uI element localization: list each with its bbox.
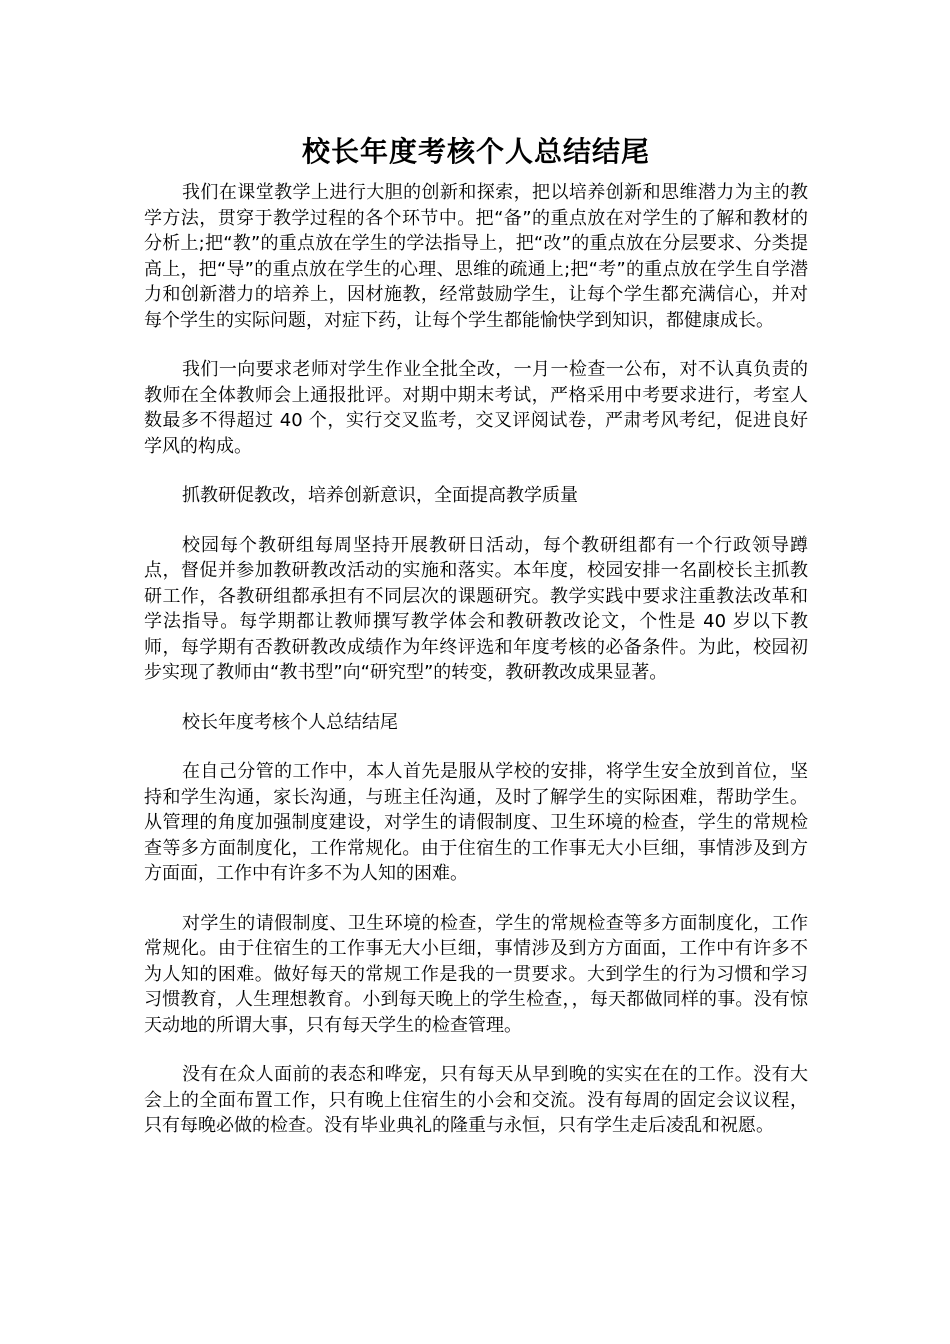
section-heading-summary: 校长年度考核个人总结结尾 bbox=[182, 711, 398, 733]
paragraph-conclusion: 没有在众人面前的表态和哗宠，只有每天从早到晚的实实在在的工作。没有大会上的全面布置工作，只有晚上住宿生的小会和交流。没有每周的固定会议议程，只有每晚必做的检查。没有毕业典礼的隆重与永恒，只有学生走后凌乱和祝愿。 bbox=[144, 1064, 808, 1136]
document-page bbox=[144, 130, 808, 1163]
document-title: 校长年度考核个人总结结尾 bbox=[301, 135, 650, 168]
section-heading-teaching-research: 抓教研促教改，培养创新意识，全面提高教学质量 bbox=[182, 485, 578, 506]
paragraph-management-work: 在自己分管的工作中，本人首先是服从学校的安排，将学生安全放到首位，坚持和学生沟通，家长沟通，与班主任沟通，及时了解学生的实际困难，帮助学生。从管理的角度加强制度建设，对学生的请假制度、卫生环境的检查，学生的常规检查等多方面制度化，工作常规化。由于住宿生的工作事无大小巨细，事情涉及到方方面面，工作中有许多不为人知的困难。 bbox=[144, 761, 808, 884]
paragraph-teaching-research: 校园每个教研组每周坚持开展教研日活动，每个教研组都有一个行政领导蹲点，督促并参加教研教改活动的实施和落实。本年度，校园安排一名副校长主抓教研工作，各教研组都承担有不同层次的课题研究。教学实践中要求注重教法改革和学法指导。每学期都让教师撰写教学体会和教研教改论文，个性是 40 岁以下教师，每学期有否教研教改成绩作为年终评选和年度考核的必备条件。为此，校园初步实现了教师由“教书型”向“研究型”的转变，教研教改成果显著。 bbox=[144, 534, 808, 683]
paragraph-homework-exams: 我们一向要求老师对学生作业全批全改，一月一检查一公布，对不认真负责的教师在全体教师会上通报批评。对期中期末考试，严格采用中考要求进行，考室人数最多不得超过 40 个，实行交叉监考，交叉评阅试卷，严肃考风考纪，促进良好学风的构成。 bbox=[144, 359, 808, 457]
paragraph-teaching-innovation: 我们在课堂教学上进行大胆的创新和探索，把以培养创新和思维潜力为主的教学方法，贯穿于教学过程的各个环节中。把“备”的重点放在对学生的了解和教材的分析上;把“教”的重点放在学生的学法指导上，把“改”的重点放在分层要求、分类提高上，把“导”的重点放在学生的心理、思维的疏通上;把“考”的重点放在学生自学潜力和创新潜力的培养上，因材施教，经常鼓励学生，让每个学生都充满信心，并对每个学生的实际问题，对症下药，让每个学生都能愉快学到知识，都健康成长。 bbox=[144, 182, 808, 331]
paragraph-daily-routine: 对学生的请假制度、卫生环境的检查，学生的常规检查等多方面制度化，工作常规化。由于住宿生的工作事无大小巨细，事情涉及到方方面面，工作中有许多不为人知的困难。做好每天的常规工作是我的一贯要求。大到学生的行为习惯和学习习惯教育，人生理想教育。小到每天晚上的学生检查，，每天都做同样的事。没有惊天动地的所谓大事，只有每天学生的检查管理。 bbox=[144, 912, 808, 1036]
